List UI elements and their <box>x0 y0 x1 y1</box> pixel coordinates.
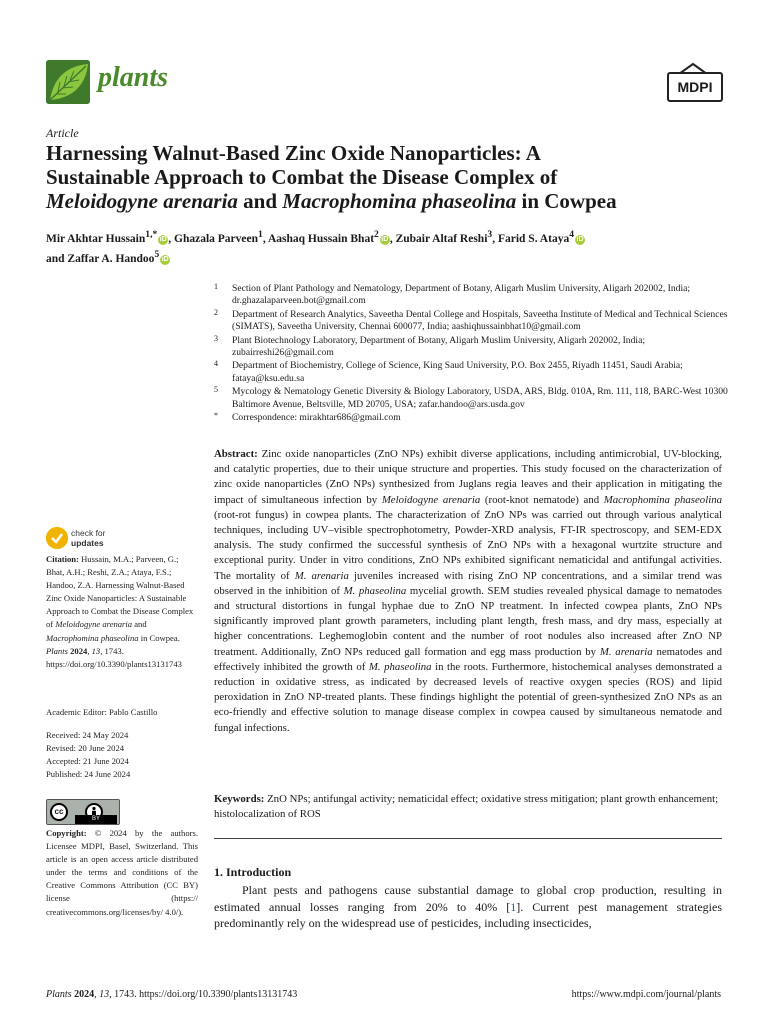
affiliation: 5 Mycology & Nematology Genetic Diversity & Biology Laboratory, USDA, ARS, Bldg. 010A, Rm. 111, 118, BARC-West 10300 Baltimore Avenue, Beltsville, MD 20705, USA; zafar.handoo@ars.usda.gov <box>214 385 728 410</box>
article-title <box>46 141 736 213</box>
article-type: Article <box>46 126 79 140</box>
published-date: Published: 24 June 2024 <box>46 769 131 780</box>
footer-journal-url[interactable]: https://www.mdpi.com/journal/plants <box>571 989 721 1000</box>
reference-link[interactable]: 1 <box>510 899 517 914</box>
title-line-2: Sustainable Approach to Combat the Disease Complex of <box>46 165 558 189</box>
cc-license-badge[interactable] <box>46 799 120 825</box>
cc-by-label: BY <box>75 815 117 824</box>
orcid-icon[interactable]: iD <box>576 235 584 243</box>
received-date: Received: 24 May 2024 <box>46 730 129 740</box>
orcid-icon[interactable]: iD <box>159 235 167 243</box>
keywords-label: Keywords: <box>214 793 265 805</box>
author: Mir Akhtar Hussain$^{1,*}$ iD , <box>46 229 175 245</box>
journal-name: plants <box>98 62 169 93</box>
orcid-icon[interactable]: iD <box>161 255 169 263</box>
affiliation: 1 Section of Plant Pathology and Nematology, Department of Botany, Aligarh Muslim University, Aligarh 202002, India; dr.ghazalaparveen.bot@gmail.com <box>214 282 691 307</box>
checkmark-icon <box>46 527 68 549</box>
title-line-1: Harnessing Walnut-Based Zinc Oxide Nanoparticles: A <box>46 141 541 165</box>
publication-dates <box>46 729 198 781</box>
title-line-3 <box>46 189 736 213</box>
academic-editor: Academic Editor: Pablo Castillo <box>46 707 158 717</box>
publisher-logo: MDPI <box>667 72 723 102</box>
affiliation: 3 Plant Biotechnology Laboratory, Department of Botany, Aligarh Muslim University, Aligarh 202002, India; zubairreshi26@gmail.com <box>214 333 645 359</box>
affiliation: 2 Department of Research Analytics, Saveetha Dental College and Hospitals, Saveetha Institute of Medical and Technical Sciences (SIMATS), Saveetha University, Chennai 600077, India; aashiqhussainbhat10@gmail.com <box>214 307 728 333</box>
copyright-notice: Copyright: © 2024 by the authors. Licensee MDPI, Basel, Switzerland. This article is an open access article distributed under the terms and conditions of the Creative Commons Attribution (CC BY) license (https:// creativecommons.org/licenses/by/ 4.0/). <box>46 828 198 917</box>
keywords: Keywords: ZnO NPs; antifungal activity; nematicidal effect; oxidative stress mitigation; plant growth enhancement; histolocalization of ROS <box>214 793 719 821</box>
author: Zubair Altaf Reshi$^3$, <box>395 229 498 245</box>
author: Aashaq Hussain Bhat$^2$ iD , <box>267 229 396 245</box>
intro-paragraph: Plant pests and pathogens cause substantial damage to global crop production, resulting in estimated annual losses ranging from 20% to 40% [1]. Current pest management strategies predominantly rely on the widespread use of pesticides, including insecticides, <box>214 883 723 930</box>
leaf-icon <box>46 60 90 104</box>
author: Ghazala Parveen$^1$, <box>174 229 268 245</box>
section-divider <box>214 838 722 839</box>
author-list <box>46 227 736 267</box>
orcid-icon[interactable]: iD <box>381 235 389 243</box>
author: and Zaffar A. Handoo$^5$ iD <box>46 248 169 265</box>
affiliations <box>214 283 734 425</box>
journal-logo <box>46 60 90 104</box>
citation-block: Citation: Hussain, M.A.; Parveen, G.; Bhat, A.H.; Reshi, Z.A.; Ataya, F.S.; Handoo, Z.A. Harnessing Walnut-Based Zinc Oxide Nanoparticles: A Sustainable Approach to Combat the Disease Complex of Meloidogyne arenaria and Macrophomina phaseolina in Cowpea. Plants 2024, 13, 1743. https://doi.org/10.3390/plants13131743 <box>46 554 194 669</box>
cc-icon: cc <box>50 803 68 821</box>
footer-citation: Plants 2024, 13, 1743. https://doi.org/10.3390/plants13131743 <box>46 989 298 1000</box>
check-updates-label[interactable]: check for updates <box>71 528 106 548</box>
abstract-label: Abstract: <box>214 448 258 460</box>
author: Farid S. Ataya$^4$ iD <box>497 229 584 245</box>
accepted-date: Accepted: 21 June 2024 <box>46 756 129 767</box>
revised-date: Revised: 20 June 2024 <box>46 743 125 754</box>
section-heading: 1. Introduction <box>214 865 292 879</box>
affiliation: 4 Department of Biochemistry, College of Science, King Saud University, P.O. Box 2455, Riyadh 11451, Saudi Arabia; fataya@ksu.edu.sa <box>214 359 683 384</box>
title-end: in Cowpea <box>516 189 617 213</box>
abstract: Abstract: Zinc oxide nanoparticles (ZnO NPs) exhibit diverse applications, including antimicrobial, UV-blocking, and catalytic properties, due to their unique structure and properties. This study focused on the characterization of zinc oxide nanoparticles (ZnO NPs) synthesized from Juglans regia leaves and their application in mitigating the impact of simultaneous infection by Meloidogyne arenaria (root-knot nematode) and Macrophomina phaseolina (root-rot fungus) in cowpea plants. The characterization of ZnO NPs was carried out through various analytical techniques, including UV–visible spectrophotometry, Powder-XRD analysis, FT-IR spectroscopy, and SEM-EDX analysis. The study confirmed the successful synthesis of ZnO NPs with a hexagonal wurtzite structure and exceptional purity. Under in vitro conditions, ZnO NPs exhibited significant nematicidal and antifungal activities. The mortality of M. arenaria juveniles increased with rising ZnO NP concentrations, and a similar trend was observed in the inhibition of M. phaseolina mycelial growth. SEM studies revealed physical damage to nematodes and structural distortions in fungal hyphae due to ZnO NP treatment. In infected cowpea plants, ZnO NPs significantly improved plant growth parameters, including plant length, fresh mass, and dry mass, especially at higher concentrations. Leghemoglobin content and the number of root nodules also increased after ZnO NP treatment. Additionally, ZnO NPs reduced gall formation and egg mass production by M. arenaria nematodes and effectively inhibited the growth of M. phaseolina in the roots. Furthermore, histochemical analyses demonstrated a reduction in oxidative stress, as indicated by decreased levels of reactive oxygen species (ROS) and lipid peroxidation in ZnO NP-treated plants. These findings highlight the potential of green-synthesized ZnO NPs as an eco-friendly and effective solution to manage disease complex in cowpea caused by simultaneous nematode and fungal infections. <box>214 448 723 734</box>
correspondence: * Correspondence: mirakhtar686@gmail.com <box>214 411 401 424</box>
title-species-2: Macrophomina phaseolina <box>282 189 517 213</box>
check-updates-icon[interactable] <box>46 527 68 549</box>
title-species-1: Meloidogyne arenaria <box>46 189 238 213</box>
title-and: and <box>237 189 283 213</box>
